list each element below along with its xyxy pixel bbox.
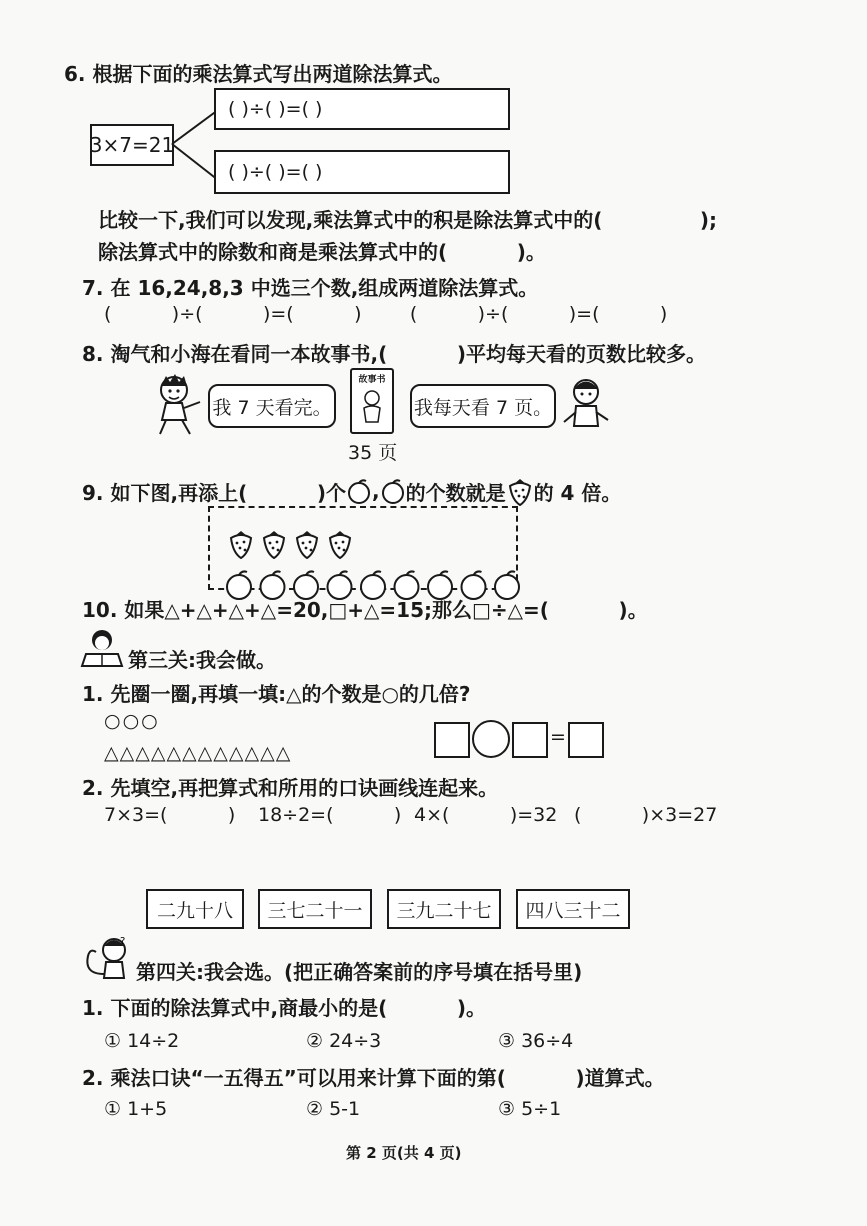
rhyme-card-4[interactable]: 四八三十二: [516, 889, 630, 929]
apple-icon: [346, 478, 372, 504]
equation-3[interactable]: 4×( )=32: [414, 804, 558, 826]
strawberry-icon: [264, 531, 284, 558]
strawberry-icon: [506, 476, 534, 506]
q7-answer-line[interactable]: ( )÷( )=( ) ( )÷( )=( ): [104, 303, 668, 325]
connector-lines: [170, 100, 220, 210]
sec4-problem-1: 1. 下面的除法算式中,商最小的是( )。: [82, 996, 486, 1020]
q6-title: 6. 根据下面的乘法算式写出两道除法算式。: [64, 62, 453, 86]
thinking-monkey-icon: [80, 934, 130, 980]
answer-box-3[interactable]: [568, 722, 604, 758]
q9-mid: ,: [371, 479, 380, 503]
book-label: 故事书: [358, 375, 386, 385]
q8-title: 8. 淘气和小海在看同一本故事书,( )平均每天看的页数比较多。: [82, 342, 706, 366]
option-2b[interactable]: ② 5-1: [306, 1098, 361, 1120]
sec3-problem-1: 1. 先圈一圈,再填一填:△的个数是○的几倍?: [82, 682, 471, 706]
division-answer-2[interactable]: ( )÷( )=( ): [214, 150, 510, 194]
sec3-problem-2: 2. 先填空,再把算式和所用的口诀画线连起来。: [82, 776, 499, 800]
apple-icon: [380, 478, 406, 504]
q9-mid2: 的个数就是: [405, 480, 506, 505]
page-count: 35 页: [348, 442, 398, 464]
option-2a[interactable]: ① 1+5: [104, 1098, 168, 1120]
circles-row: ○○○: [104, 710, 160, 732]
answer-box-2[interactable]: [512, 722, 548, 758]
strawberry-icon: [330, 531, 350, 558]
q9-prefix: 9. 如下图,再添上( )个: [82, 480, 346, 505]
q6-compare-line-1: 比较一下,我们可以发现,乘法算式中的积是除法算式中的( );: [98, 208, 717, 232]
svg-text:?: ?: [120, 936, 126, 947]
q6-compare-line-2: 除法算式中的除数和商是乘法算式中的( )。: [98, 240, 546, 264]
equation-1[interactable]: 7×3=( ): [104, 804, 236, 826]
strawberry-icon: [297, 531, 317, 558]
section-4-title: 第四关:我会选。(把正确答案前的序号填在括号里): [136, 960, 583, 984]
boy-xiaohai-icon: [562, 376, 612, 436]
q9-suffix: 的 4 倍。: [533, 480, 622, 505]
book-cover-figure-icon: [354, 386, 390, 426]
equation-2[interactable]: 18÷2=( ): [258, 804, 402, 826]
strawberry-icon: [231, 531, 251, 558]
sec4-problem-2: 2. 乘法口诀“一五得五”可以用来计算下面的第( )道算式。: [82, 1066, 665, 1090]
option-1c[interactable]: ③ 36÷4: [498, 1030, 574, 1052]
equation-4[interactable]: ( )×3=27: [574, 804, 718, 826]
speech-bubble-right: 我每天看 7 页。: [410, 384, 556, 428]
storybook-icon: [350, 368, 394, 434]
answer-circle[interactable]: [472, 720, 510, 758]
option-1b[interactable]: ② 24÷3: [306, 1030, 382, 1052]
q7-title: 7. 在 16,24,8,3 中选三个数,组成两道除法算式。: [82, 276, 539, 300]
equals-sign: =: [550, 726, 566, 748]
q9-title: [82, 476, 621, 506]
option-1a[interactable]: ① 14÷2: [104, 1030, 180, 1052]
multiplication-formula: 3×7=21: [90, 124, 174, 166]
rhyme-card-3[interactable]: 三九二十七: [387, 889, 501, 929]
rhyme-card-2[interactable]: 三七二十一: [258, 889, 372, 929]
triangles-row: △△△△△△△△△△△△: [104, 742, 292, 764]
reading-boy-icon: [80, 628, 124, 668]
section-3-title: 第三关:我会做。: [128, 648, 276, 672]
speech-bubble-left: 我 7 天看完。: [208, 384, 336, 428]
boy-taoqi-icon: [150, 372, 206, 438]
q10-title: 10. 如果△+△+△+△=20,□+△=15;那么□÷△=( )。: [82, 598, 648, 622]
page-footer: 第 2 页(共 4 页): [346, 1144, 462, 1162]
division-answer-1[interactable]: ( )÷( )=( ): [214, 88, 510, 130]
answer-box-1[interactable]: [434, 722, 470, 758]
option-2c[interactable]: ③ 5÷1: [498, 1098, 562, 1120]
rhyme-card-1[interactable]: 二九十八: [146, 889, 244, 929]
fruit-frame: [208, 506, 518, 590]
